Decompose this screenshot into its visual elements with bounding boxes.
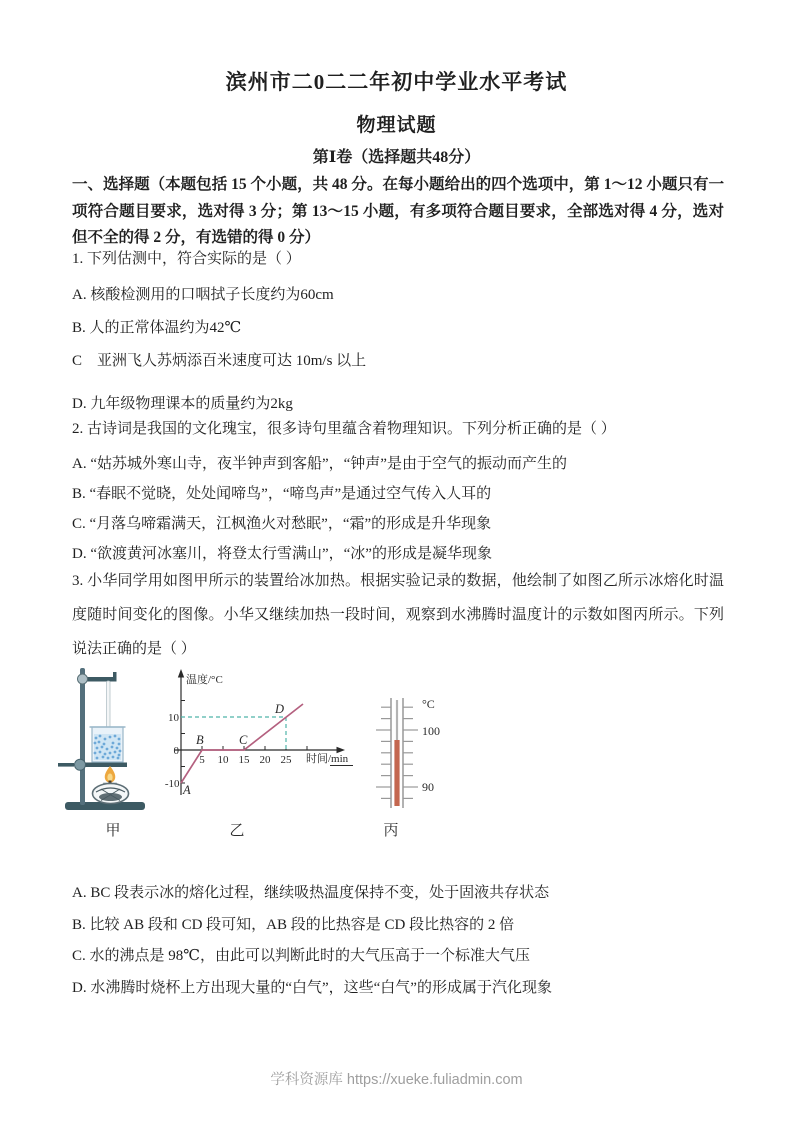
page-subtitle: 物理试题 bbox=[356, 115, 437, 136]
question-3-options bbox=[72, 876, 724, 999]
mercury-column bbox=[394, 740, 399, 806]
stand-arm-hook bbox=[113, 672, 117, 682]
question-1 bbox=[72, 248, 724, 415]
x-tick-5: 5 bbox=[199, 754, 205, 766]
figure-thermometer bbox=[370, 663, 460, 815]
thermometer-label-90: 90 bbox=[422, 780, 434, 794]
y-axis-arrow bbox=[178, 669, 184, 678]
thermometer-label-100: 100 bbox=[422, 724, 440, 738]
question-2-option-d: D. “欲渡黄河冰塞川，将登太行雪满山”，“冰”的形成是凝华现象 bbox=[72, 546, 492, 562]
figure-apparatus bbox=[58, 663, 178, 819]
caption-jia: 甲 bbox=[105, 823, 121, 839]
question-3-figure bbox=[58, 663, 478, 843]
y-tick-10: 10 bbox=[168, 712, 179, 724]
question-2 bbox=[72, 418, 724, 565]
question-1-option-c: C 亚洲飞人苏炳添百米速度可达 10m/s 以上 bbox=[72, 353, 367, 369]
question-3-option-a: A. BC 段表示冰的熔化过程，继续吸热温度保持不变，处于固液共存状态 bbox=[72, 885, 550, 901]
thermometer-unit: °C bbox=[422, 697, 435, 711]
section-instructions: 一、选择题（本题包括 15 个小题，共 48 分。在每小题给出的四个选项中，第 1～12 小题只有一项符合题目要求，选对得 3 分；第 13～15 小题，有多项符合题目要求，全部选对得 4 分，选对但不全的得 2 分，有选错的得 0 分） bbox=[72, 176, 724, 246]
figure-melting-graph bbox=[165, 663, 365, 825]
x-tick-25: 25 bbox=[280, 754, 292, 766]
stand-ring-arm bbox=[80, 763, 127, 768]
y-tick-neg10: -10 bbox=[165, 778, 180, 790]
section-header: 第Ⅰ卷（选择题共48分） bbox=[312, 149, 481, 166]
question-1-option-b: B. 人的正常体温约为42℃ bbox=[72, 320, 242, 336]
y-tick-0: 0 bbox=[173, 745, 179, 757]
caption-yi: 乙 bbox=[229, 823, 245, 839]
question-1-option-a: A. 核酸检测用的口咽拭子长度约为60cm bbox=[72, 287, 334, 303]
question-2-stem: 2. 古诗词是我国的文化瑰宝，很多诗句里蕴含着物理知识。下列分析正确的是（ ） bbox=[72, 421, 616, 437]
beaker-with-ice bbox=[90, 727, 126, 762]
x-axis-label: 时间/min bbox=[306, 753, 349, 765]
question-2-option-a: A. “姑苏城外寒山寺，夜半钟声到客船”，“钟声”是由于空气的振动而产生的 bbox=[72, 456, 567, 472]
question-2-option-b: B. “春眠不觉晓，处处闻啼鸟”，“啼鸟声”是通过空气传入人耳的 bbox=[72, 486, 492, 502]
question-3-option-d: D. 水沸腾时烧杯上方出现大量的“白气”，这些“白气”的形成属于汽化现象 bbox=[72, 979, 552, 996]
alcohol-lamp bbox=[93, 766, 129, 804]
question-2-option-c: C. “月落乌啼霜满天，江枫渔火对愁眠”，“霜”的形成是升华现象 bbox=[72, 516, 492, 532]
stand-ring-clamp-knob bbox=[75, 759, 86, 770]
page-title: 滨州市二0二二年初中学业水平考试 bbox=[225, 70, 568, 94]
x-tick-15: 15 bbox=[238, 754, 250, 766]
question-1-option-d: D. 九年级物理课本的质量约为2kg bbox=[72, 396, 293, 412]
question-3-stem: 3. 小华同学用如图甲所示的装置给冰加热。根据实验记录的数据，他绘制了如图乙所示冰熔化时温度随时间变化的图像。小华又继续加热一段时间，观察到水沸腾时温度计的示数如图丙所示。下列说法正确的是（ ） bbox=[72, 573, 724, 657]
caption-bing: 丙 bbox=[383, 823, 399, 839]
question-1-stem: 1. 下列估测中，符合实际的是（ ） bbox=[72, 251, 301, 267]
point-label-b: B bbox=[196, 733, 204, 747]
question-3-option-b: B. 比较 AB 段和 CD 段可知，AB 段的比热容是 CD 段比热容的 2 倍 bbox=[72, 916, 515, 933]
point-label-a: A bbox=[183, 783, 191, 797]
stand-rod bbox=[80, 668, 85, 805]
point-label-d: D bbox=[275, 702, 285, 716]
y-axis-label: 温度/°C bbox=[186, 674, 223, 686]
question-3-option-c: C. 水的沸点是 98℃，由此可以判断此时的大气压高于一个标准大气压 bbox=[72, 948, 531, 964]
stand-top-clamp-knob bbox=[78, 674, 88, 684]
point-label-c: C bbox=[239, 733, 248, 747]
x-tick-20: 20 bbox=[259, 754, 271, 766]
watermark-footer: 学科资源库 https://xueke.fuliadmin.com bbox=[270, 1072, 523, 1088]
x-tick-10: 10 bbox=[217, 754, 229, 766]
stand-ring-screw bbox=[58, 763, 74, 767]
